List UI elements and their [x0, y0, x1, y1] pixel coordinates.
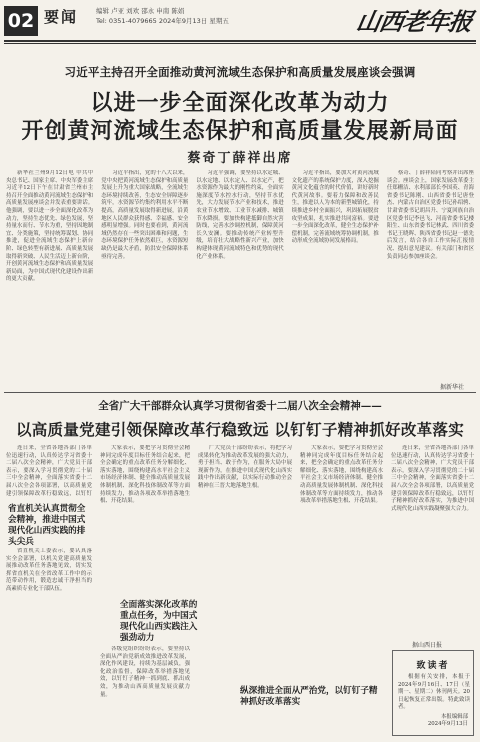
section-title: 要闻 [44, 8, 79, 26]
story2-column: 大家表示，要把学习贯彻全会精神同完成年度目标任务结合起来，把全会确定的重点改革任务分解细化、落实落地，围绕构建高水平社会主义市场经济体制、健全推动高质量发展体制机制、深化科技体制改革等方面持续发力，推动各项改革举措落地生根、开花结果。 [300, 445, 383, 505]
story1-column: 蔡奇、丁薛祥陪同考察并出席座谈会。座谈会上，国家发展改革委主任郑栅洁、水利部部长李国英、青海省委书记陈刚、山西省委书记唐登杰、内蒙古自治区党委书记孙绍骋、甘肃省委书记胡昌升、宁夏回族自治区党委书记李邑飞、河南省委书记楼阳生、山东省委书记林武、四川省委书记王晓晖、陕西省委书记赵一德先后发言，结合各自工作实际汇报情况、提出意见建议。有关部门和省区负责同志参加座谈会。 [386, 170, 475, 260]
notice-footer [428, 714, 468, 729]
story1-body [6, 170, 474, 380]
story2-col2-bottom [100, 646, 190, 738]
story2-subhead-2: 全面落实深化改革的重点任务，为中国式现代化山西实践注入强劲动力 [120, 600, 198, 643]
story1-byline: 蔡奇丁薛祥出席 [187, 151, 293, 166]
page-number: 02 [4, 6, 38, 36]
story1-headline-line1: 以进一步全面深化改革为动力 [90, 90, 390, 116]
story2-col1-top [6, 445, 92, 497]
story2-col3 [198, 445, 292, 675]
masthead [0, 0, 480, 44]
header-rule-thin [4, 43, 476, 44]
story2-col2-top [100, 445, 190, 595]
story1-column: 习近平指出，要加大对黄河流域文化遗产的系统保护力度，深入挖掘黄河文化蕴含的时代价值，讲好新时代黄河故事。要着力保障和改善民生，推进以人为本的新型城镇化，持续推进乡村全面振兴，巩固拓展脱贫攻坚成果，扎实推进共同富裕。要进一步全面深化改革，健全生态保护补偿机制，完善流域统筹协调机制，推动形成全流域协同发展格局。 [291, 170, 379, 245]
story2-column: 连日来，全省各地各部门各单位迅速行动，认真传达学习省委十二届八次全会精神，广大党员干部表示，要深入学习贯彻党的二十届三中全会精神，全面落实省委十二届八次全会各项部署，以高质量党建引领保障改革行稳致远，以钉钉子精神抓好改革落实，为推进中国式现代化山西实践凝聚强大合力。 [391, 445, 474, 512]
story2-column: 省直机关工委表示，要认真落实全会部署，以机关党建高质量发展推动改革任务落地见效，切实发挥省直机关在全省改革工作中的示范带动作用，锻造忠诚干净担当的高素质专业化干部队伍。 [6, 548, 92, 592]
notice-footer-date: 2024年9月13日 [427, 721, 468, 728]
story1-headline-line2: 开创黄河流域生态保护和高质量发展新局面 [21, 118, 459, 144]
story2-kicker: 全省广大干部群众认真学习贯彻省委十二届八次全会精神—— [98, 400, 382, 412]
notice-footer-org: 本报编辑部 [441, 713, 468, 720]
date-line: Tel: 0351-4079665 2024年9月13日 星期五 [96, 17, 229, 25]
editor-line: 编辑 卢亚 刘欢 邵永 申南 陈娟 [96, 7, 185, 15]
story2-subhead-1: 省直机关认真贯彻全会精神，推进中国式现代化山西实践的排头尖兵 [8, 504, 86, 547]
story2-subhead-3: 纵深推进全面从严治党，以钉钉子精神抓好改革落实 [240, 686, 378, 707]
story1-column: 新华社兰州9月12日电 中共中央总书记、国家主席、中央军委主席习近平12日下午在甘肃省兰州市主持召开全面推动黄河流域生态保护和高质量发展座谈会并发表重要讲话。他强调，要以进一步全面深化改革为动力，坚持生态优先、绿色发展，坚持量水而行、节水为重，坚持因地制宜、分类施策，坚持统筹谋划、协同推进，促进全流域生态保护上新台阶、绿色转型有新进展、高质量发展取得新突破、人民生活迈上新台阶，开创黄河流域生态保护和高质量发展新局面，为中国式现代化建设作出新的更大贡献。 [6, 170, 94, 283]
story2-col45 [300, 445, 474, 645]
story1-kicker: 习近平主持召开全面推动黄河流域生态保护和高质量发展座谈会强调 [64, 65, 416, 79]
story2-col1-bottom [6, 548, 92, 738]
story2-signature: 据山西日报 [412, 642, 443, 649]
header-rule [4, 40, 476, 42]
notice-body: 根据有关安排，本报于2024年9月16日、17日（星期一、星期二）休刊两天。20日起恢复正常出版。特此致读者。 [398, 674, 470, 711]
story2-column: 广大党员干部纷纷表示，将把学习成果转化为推动改革发展的强大动力，勇于担当、敢于作为，在服务大局中展现新作为，在推进中国式现代化山西实践中作出新贡献，以实际行动推动全会精神在三晋大地落地生根。 [198, 445, 292, 489]
story2-column: 连日来，全省各地各部门各单位迅速行动，认真传达学习省委十二届八次全会精神，广大党员干部表示，要深入学习贯彻党的二十届三中全会精神，全面落实省委十二届八次全会各项部署，以高质量党建引领保障改革行稳致远，以钉钉 [6, 445, 92, 497]
story-separator [4, 392, 476, 393]
story1-signature: 据新华社 [440, 384, 465, 391]
notice-title: 致读者 [416, 661, 450, 671]
story2-headline: 以高质量党建引领保障改革行稳致远 以钉钉子精神抓好改革落实 [15, 420, 465, 439]
reader-notice-box [392, 650, 474, 736]
newspaper-logo: 山西老年报 [354, 7, 475, 36]
story2-column: 大家表示，要把学习贯彻全会精神同完成年度目标任务结合起来，把全会确定的重点改革任务分解细化、落实落地，围绕构建高水平社会主义市场经济体制、健全推动高质量发展体制机制、深化科技体制改革等方面持续发力，推动各项改革举措落地生根、开花结果。 [100, 445, 190, 505]
story1-column: 习近平强调，要坚持以水定城、以水定地、以水定人、以水定产，把水资源作为最大的刚性约束，全面实施深度节水控水行动，坚持节水优先，大力发展节水产业和技术，推进农业节水增效、工业节水减排、城镇节水降损。要加快构建抵御自然灾害防线，完善水沙调控机制，保障黄河长久安澜。要推动传统产业转型升级，培育壮大战略性新兴产业，加快构建体现黄河流域特色和优势的现代化产业体系。 [196, 170, 284, 260]
story1-column: 习近平指出，党的十八大以来，党中央把黄河流域生态保护和高质量发展上升为重大国家战略，全流域生态环境持续改善，生态安全屏障逐步筑牢，水资源节约集约利用水平不断提高，高质量发展取得新进展，沿黄地区人民群众获得感、幸福感、安全感明显增强。同时也要看到，黄河流域仍然存在一些突出困难和问题，生态环境保护任务依然艰巨，水资源短缺仍是最大矛盾，防洪安全保障体系亟待完善。 [101, 170, 189, 260]
story2-column: 各级党组织纷纷表示，要坚持以全面从严治党新成效推进改革发展，深化作风建设，持续为基层减负，强化政治监督，保障改革举措落地见效，以钉钉子精神一抓到底、抓出成效，为推动山西高质量发展贡献力量。 [100, 646, 190, 698]
